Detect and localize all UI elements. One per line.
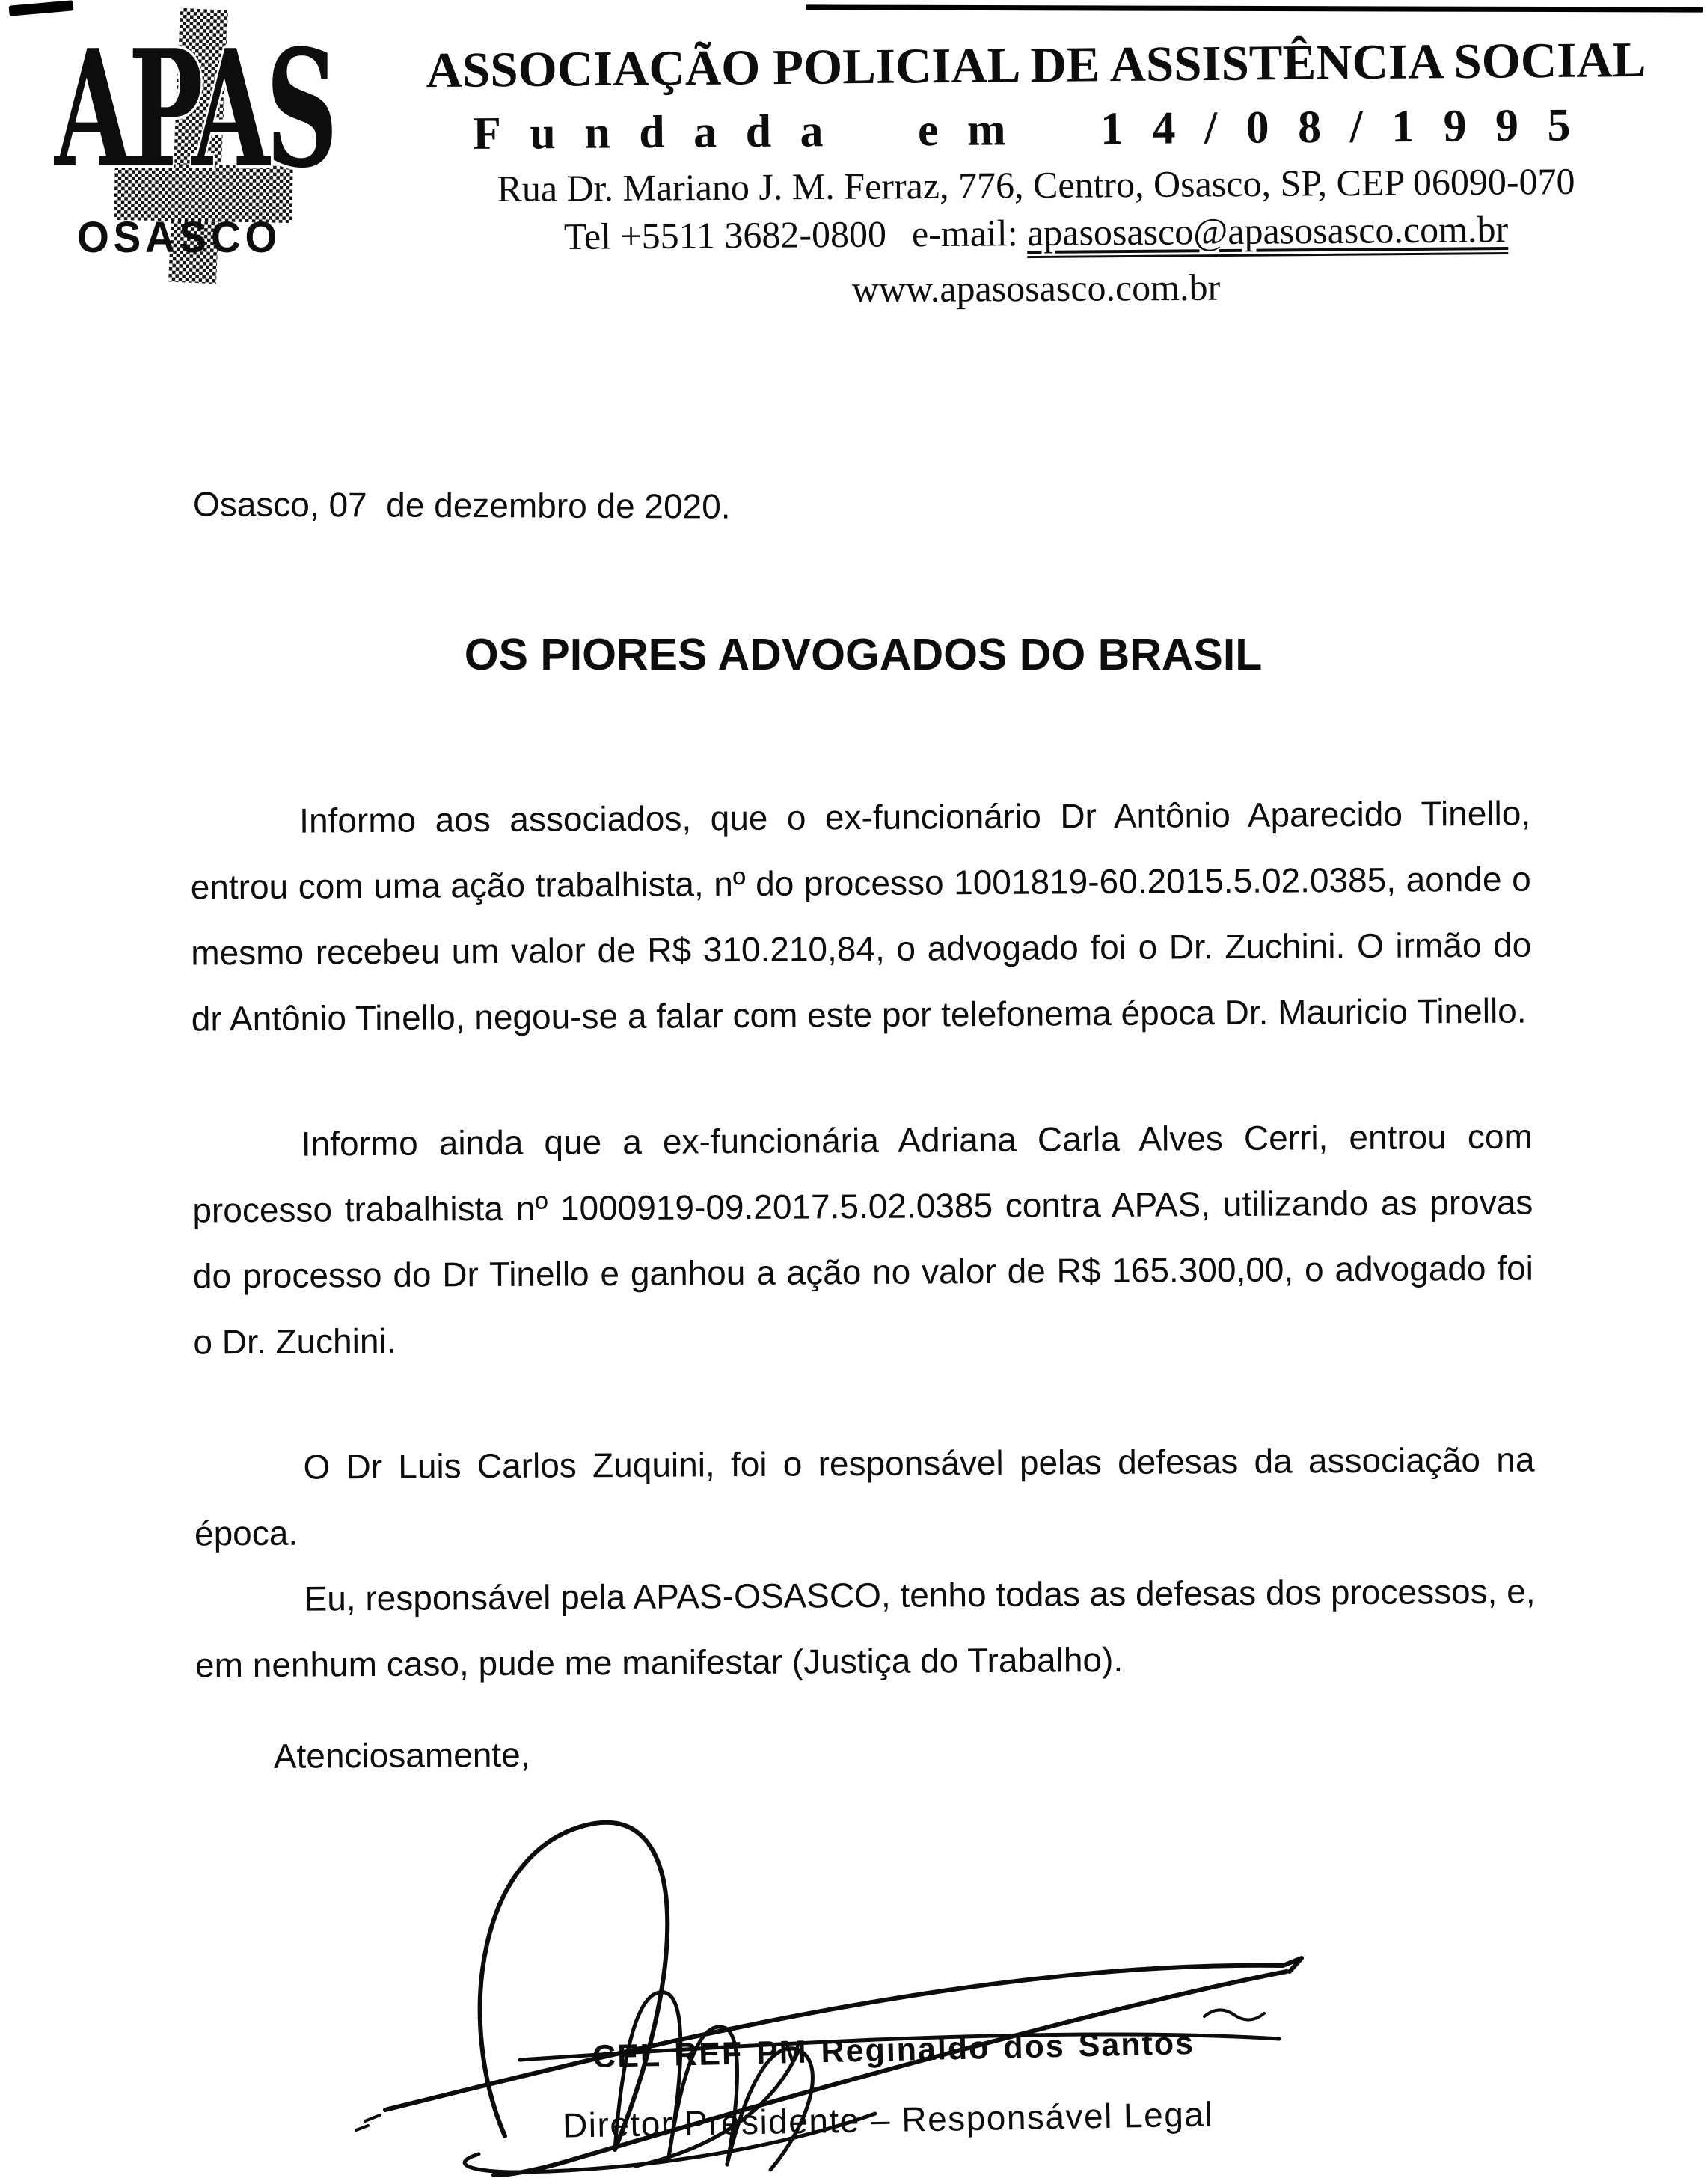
org-name: ASSOCIAÇÃO POLICIAL DE ASSISTÊNCIA SOCIAL <box>426 31 1646 99</box>
letter-body <box>190 780 1536 1790</box>
paragraph-1: Informo aos associados, que o ex-funcionário Dr Antônio Aparecido Tinello, entrou com uma ação trabalhista, nº do processo 1001819-60.2015.5.02.0385, aonde o mesmo recebeu um valor de R$ 310.210,84, o advogado foi o Dr. Zuchini. O irmão do dr Antônio Tinello, negou-se a falar com este por telefonema época Dr. Mauricio Tinello. <box>190 793 1532 1039</box>
paragraph-4: Eu, responsável pela APAS-OSASCO, tenho todas as defesas dos processos, e, em nenhum caso, pude me manifestar (Justiça do Trabalho). <box>194 1571 1536 1685</box>
signatory-name: CEL REF PM Reginaldo dos Santos <box>592 2025 1195 2076</box>
tel-label: Tel +5511 3682-0800 <box>563 212 887 257</box>
founded-line: Fundada em 14/08/1995 <box>472 100 1600 159</box>
signature-stroke <box>480 1823 668 2150</box>
website-text: www.apasosasco.com.br <box>851 266 1221 311</box>
paragraph-3: O Dr Luis Carlos Zuquini, foi o responsável pelas defesas da associação na época. <box>194 1440 1535 1553</box>
date-line: Osasco, 07 de dezembro de 2020. <box>192 484 731 526</box>
apas-logo <box>41 9 385 305</box>
contact-line <box>378 209 1694 257</box>
logo-acronym: APAS <box>55 14 334 204</box>
email-link[interactable]: apasosasco@apasosasco.com.br <box>1027 208 1509 258</box>
letterhead-text <box>378 30 1694 314</box>
letter-title: OS PIORES ADVOGADOS DO BRASIL <box>464 630 1263 679</box>
signature-stroke <box>356 2115 380 2130</box>
signature-stroke <box>1204 2010 1264 2019</box>
paragraph-2: Informo ainda que a ex-funcionária Adriana Carla Alves Cerri, entrou com processo trabalhista nº 1000919-09.2017.5.02.0385 contra APAS, utilizando as provas do processo do Dr Tinello e ganhou a ação no valor de R$ 165.300,00, o advogado foi o Dr. Zuchini. <box>192 1116 1534 1362</box>
email-label: e-mail: <box>911 212 1018 255</box>
address-line: Rua Dr. Mariano J. M. Ferraz, 776, Centro, Osasco, SP, CEP 06090-070 <box>497 159 1575 210</box>
closing-line: Atenciosamente, <box>273 1734 530 1775</box>
scan-artifact-line <box>806 4 1703 12</box>
signatory-role: Diretor Presidente – Responsável Legal <box>562 2094 1214 2145</box>
logo-city-label: OSASCO <box>77 213 282 262</box>
